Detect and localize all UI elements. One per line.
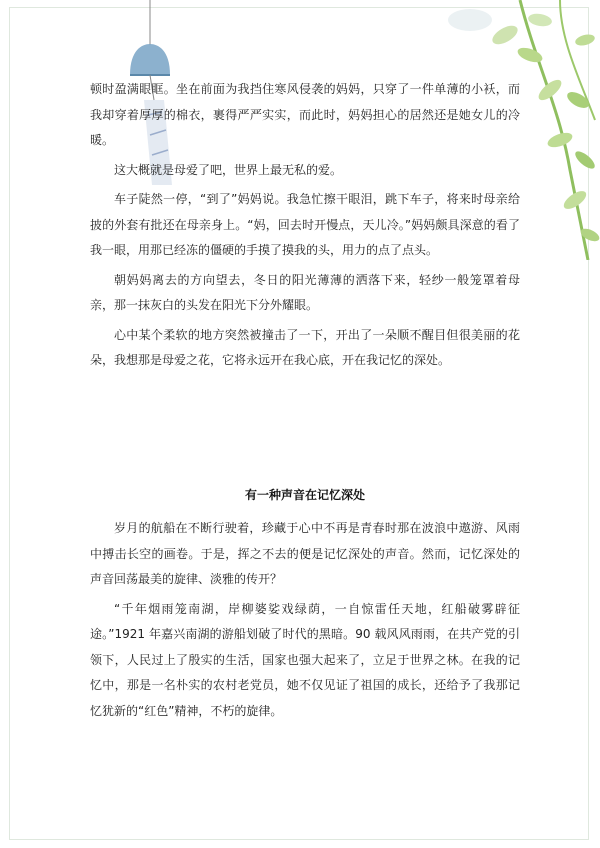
paragraph-6: 岁月的航船在不断行驶着，珍藏于心中不再是青春时那在波浪中遨游、风雨中搏击长空的画卷。于是，挥之不去的便是记忆深处的声音。然而，记忆深处的声音回荡最美的旋律、淡雅的传开？ (90, 521, 520, 586)
paragraph-5: 心中某个柔软的地方突然被撞击了一下，开出了一朵顺不醒目但很美丽的花朵，我想那是母爱之花，它将永远开在我心底，开在我记忆的深处。 (90, 327, 520, 367)
section-2-title: 有一种声音在记忆深处 (244, 488, 365, 502)
section-2-text (90, 516, 520, 728)
paragraph-1: 顿时盈满眼眶。坐在前面为我挡住寒风侵袭的妈妈，只穿了一件单薄的小袄，而我却穿着厚厚的棉衣，裹得严严实实，而此时，妈妈担心的居然还是她女儿的冷暖。 (90, 82, 520, 147)
paragraph-3: 车子陡然一停，“到了”妈妈说。我急忙擦干眼泪，跳下车子，将来时母亲给披的外套有批还在母亲身上。“妈，回去时开慢点，天儿冷。”妈妈颇具深意的看了我一眼，用那已经冻的僵硬的手摸了摸我的头，用力的点了点头。 (90, 192, 520, 257)
paragraph-2: 这大概就是母爱了吧，世界上最无私的爱。 (114, 162, 343, 177)
paragraph-4: 朝妈妈离去的方向望去，冬日的阳光薄薄的洒落下来，轻纱一般笼罩着母亲，那一抹灰白的头发在阳光下分外耀眼。 (90, 272, 520, 312)
paragraph-7: “千年烟雨笼南湖，岸柳婆娑戏绿荫，一自惊雷任天地，红船破雾辟征途。”1921 年嘉兴南湖的游船划破了时代的黑暗。90 载风风雨雨，在共产党的引领下，人民过上了殷实的生活，国家也强大起来了，立足于世界之林。在我的记忆中，那是一名朴实的农村老党员，她不仅见证了祖国的成长，还给予了我那记忆犹新的“红色”精神，不朽的旋律。 (90, 601, 520, 718)
section-1-text (90, 77, 520, 378)
